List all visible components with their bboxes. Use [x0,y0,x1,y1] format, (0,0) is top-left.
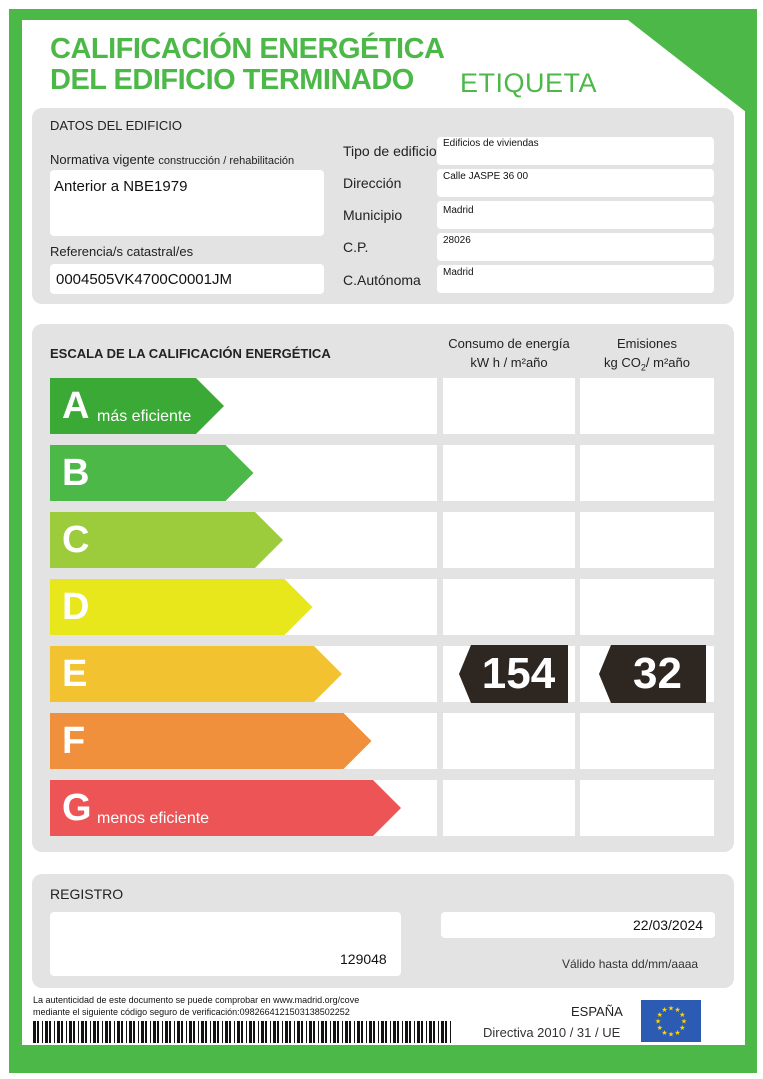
emissions-header-line-2 [580,353,714,378]
barcode-bar [282,1021,283,1043]
barcode-bar [121,1021,123,1043]
barcode-bar [174,1021,175,1043]
barcode-bar [234,1021,235,1043]
barcode-bar [373,1021,375,1043]
eu-star: ★ [679,1024,686,1032]
energy-cell-c [443,512,575,568]
grade-letter-g: G [62,787,92,829]
catastral-value: 0004505VK4700C0001JM [56,271,232,288]
barcode-bar [381,1021,384,1043]
building-section-title: DATOS DEL EDIFICIO [50,118,182,133]
barcode-bar [361,1021,363,1043]
barcode-bar [261,1021,264,1043]
barcode-bar [210,1021,211,1043]
barcode-bar [369,1021,372,1043]
barcode-bar [421,1021,423,1043]
barcode-bar [273,1021,276,1043]
catastral-label: Referencia/s catastral/es [50,244,194,259]
barcode-bar [117,1021,120,1043]
energy-cell-f [443,713,575,769]
barcode-bar [198,1021,199,1043]
emissions-cell-g [580,780,714,836]
barcode-bar [285,1021,288,1043]
barcode-bar [345,1021,348,1043]
barcode-bar [73,1021,75,1043]
valid-date-label: Válido hasta dd/mm/aaaa [562,957,699,971]
barcode [33,1021,453,1043]
energy-cell-d [443,579,575,635]
normativa-value: Anterior a NBE1979 [54,178,188,195]
barcode-bar [205,1021,207,1043]
barcode-bar [318,1021,319,1043]
field-label-municipio: Municipio [343,207,403,223]
eu-star: ★ [654,1017,662,1026]
barcode-bar [162,1021,163,1043]
barcode-bar [313,1021,315,1043]
barcode-bar [129,1021,132,1043]
grade-text-g: menos eficiente [97,810,210,827]
eu-star: ★ [680,1017,688,1026]
barcode-bar [246,1021,247,1043]
barcode-bar [237,1021,240,1043]
barcode-bar [141,1021,144,1043]
barcode-bar [429,1021,432,1043]
barcode-bar [225,1021,228,1043]
title [50,34,445,96]
barcode-bar [321,1021,324,1043]
barcode-bar [85,1021,87,1043]
barcode-bar [289,1021,291,1043]
field-box-autonoma [437,265,714,293]
barcode-bar [61,1021,63,1043]
emissions-header-line-1: Emisiones [617,336,677,351]
barcode-bar [414,1021,415,1043]
barcode-bar [57,1021,60,1043]
barcode-bar [177,1021,180,1043]
emissions-unit-a: kg CO [604,355,641,370]
barcode-bar [390,1021,391,1043]
field-label-direccion: Dirección [343,175,402,191]
barcode-bar [126,1021,127,1043]
valid-date-value: 22/03/2024 [633,917,704,933]
grade-letter-d: D [62,586,90,628]
field-value-municipio: Madrid [443,205,474,216]
eu-star: ★ [667,1030,675,1039]
eu-star: ★ [674,1006,681,1015]
title-line-2: DEL EDIFICIO TERMINADO [50,64,414,96]
field-value-autonoma: Madrid [443,267,474,278]
barcode-bar [165,1021,168,1043]
barcode-bar [145,1021,147,1043]
grade-arrow-d [50,579,315,635]
normativa-label-main: Normativa vigente [50,152,155,167]
eu-star: ★ [674,1028,681,1037]
grade-letter-a: A [62,385,90,427]
barcode-bar [258,1021,259,1043]
barcode-bar [349,1021,351,1043]
barcode-bar [78,1021,79,1043]
barcode-bar [337,1021,339,1043]
emissions-cell-a [580,378,714,434]
barcode-bar [217,1021,219,1043]
grade-arrow-e [50,646,344,702]
emissions-cell-c [580,512,714,568]
field-box-municipio [437,201,714,229]
barcode-bar [306,1021,307,1043]
barcode-bar [366,1021,367,1043]
grade-letter-c: C [62,519,90,561]
barcode-bar [93,1021,96,1043]
barcode-bar [81,1021,84,1043]
barcode-bar [297,1021,300,1043]
emissions-cell-f [580,713,714,769]
barcode-bar [405,1021,408,1043]
field-value-direccion: Calle JASPE 36 00 [443,171,529,182]
barcode-bar [133,1021,135,1043]
eu-star: ★ [656,1011,663,1019]
barcode-bar [441,1021,444,1043]
barcode-bar [42,1021,43,1043]
barcode-bar [397,1021,399,1043]
eu-star: ★ [656,1024,663,1032]
verification-text-line-1: La autenticidad de este documento se puede comprobar en www.madrid.org/cove [33,995,360,1005]
field-label-cp: C.P. [343,239,369,255]
barcode-bar [66,1021,67,1043]
verification-text-line-2: mediante el siguiente código seguro de verificación:0982664121503138502252 [33,1007,350,1017]
barcode-bar [378,1021,379,1043]
energy-cell-g [443,780,575,836]
barcode-bar [102,1021,103,1043]
barcode-bar [186,1021,187,1043]
normativa-label [50,152,294,167]
emissions-cell-b [580,445,714,501]
barcode-bar [189,1021,192,1043]
barcode-bar [357,1021,360,1043]
emissions-rating-value: 32 [633,649,682,698]
registry-section-title: REGISTRO [50,886,124,902]
field-value-tipo: Edificios de viviendas [443,138,539,149]
eu-star: ★ [661,1028,668,1037]
barcode-bar [153,1021,156,1043]
normativa-label-sub: construcción / rehabilitación [158,155,295,167]
barcode-bar [138,1021,139,1043]
grade-arrow-f [50,713,374,769]
eu-star: ★ [679,1011,686,1019]
barcode-bar [150,1021,151,1043]
energy-header-line-2: kW h / m²año [470,355,548,370]
barcode-bar [301,1021,303,1043]
energy-column-header [443,334,575,372]
barcode-bar [213,1021,216,1043]
barcode-bar [354,1021,355,1043]
barcode-bar [393,1021,396,1043]
barcode-bar [265,1021,267,1043]
field-label-autonoma: C.Autónoma [343,272,421,288]
barcode-bar [330,1021,331,1043]
barcode-bar [33,1021,36,1043]
eu-star: ★ [661,1006,668,1015]
barcode-bar [277,1021,279,1043]
barcode-bar [450,1021,451,1043]
grade-letter-e: E [62,653,88,695]
barcode-bar [309,1021,312,1043]
grade-letter-f: F [62,720,86,762]
emissions-unit-b: / m²año [645,355,690,370]
scale-section-title: ESCALA DE LA CALIFICACIÓN ENERGÉTICA [50,346,331,361]
emissions-unit-sub: 2 [640,362,646,373]
barcode-bar [417,1021,420,1043]
barcode-bar [222,1021,223,1043]
barcode-bar [385,1021,387,1043]
barcode-bar [54,1021,55,1043]
grade-letter-b: B [62,452,90,494]
barcode-bar [402,1021,403,1043]
barcode-bar [249,1021,252,1043]
eu-flag-icon [641,1000,701,1042]
barcode-bar [241,1021,243,1043]
barcode-bar [270,1021,271,1043]
barcode-bar [181,1021,183,1043]
barcode-bar [105,1021,108,1043]
energy-cell-a [443,378,575,434]
barcode-bar [157,1021,159,1043]
barcode-bar [114,1021,115,1043]
barcode-bar [325,1021,327,1043]
barcode-bar [438,1021,439,1043]
field-box-cp [437,233,714,261]
energy-rating-value: 154 [481,649,556,698]
barcode-bar [409,1021,411,1043]
field-label-tipo: Tipo de edificio [343,143,437,159]
field-value-cp: 28026 [443,235,471,246]
registry-number: 129048 [340,951,387,967]
barcode-bar [97,1021,99,1043]
barcode-bar [49,1021,51,1043]
barcode-bar [445,1021,447,1043]
barcode-bar [90,1021,91,1043]
barcode-bar [294,1021,295,1043]
label-type: ETIQUETA [460,68,598,98]
barcode-bar [37,1021,39,1043]
barcode-bar [201,1021,204,1043]
directive-label: Directiva 2010 / 31 / UE [483,1025,621,1040]
barcode-bar [229,1021,231,1043]
barcode-bar [333,1021,336,1043]
eu-star: ★ [667,1004,675,1013]
emissions-cell-d [580,579,714,635]
barcode-bar [426,1021,427,1043]
barcode-bar [69,1021,72,1043]
barcode-bar [433,1021,435,1043]
grade-text-a: más eficiente [97,408,192,425]
barcode-bar [169,1021,171,1043]
barcode-bar [45,1021,48,1043]
title-line-1: CALIFICACIÓN ENERGÉTICA [50,33,445,65]
barcode-bar [253,1021,255,1043]
country-label: ESPAÑA [571,1004,623,1019]
barcode-bar [193,1021,195,1043]
barcode-bar [342,1021,343,1043]
emissions-column-header [580,334,714,378]
energy-header-line-1: Consumo de energía [448,336,570,351]
barcode-bar [109,1021,111,1043]
energy-cell-b [443,445,575,501]
